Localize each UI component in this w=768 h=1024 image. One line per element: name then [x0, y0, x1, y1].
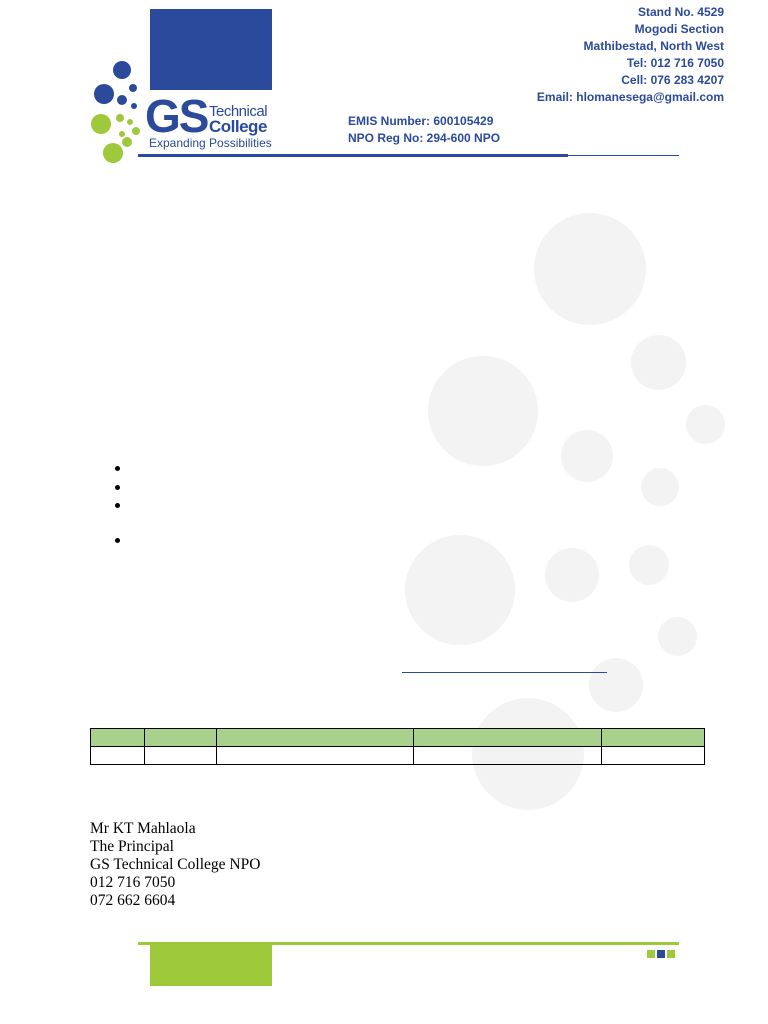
logo-tagline: Expanding Possibilities — [149, 136, 272, 150]
bg-circle — [629, 545, 669, 585]
address-email[interactable]: Email: hlomanesega@gmail.com — [536, 90, 724, 104]
signatory-name: Mr KT Mahlaola — [90, 820, 196, 837]
bg-circle — [658, 617, 697, 656]
bg-circle — [428, 356, 538, 466]
footer-square-icon — [667, 950, 675, 958]
list-bullet — [115, 538, 120, 543]
signatory-title: The Principal — [90, 838, 174, 855]
table-cell — [217, 747, 414, 765]
bg-circle — [589, 658, 643, 712]
logo-initials: GS — [145, 90, 208, 142]
address-town: Mathibestad, North West — [583, 39, 724, 53]
bg-circle — [686, 405, 725, 444]
list-bullet — [115, 485, 120, 490]
table-header-cell — [602, 729, 705, 747]
table-cell — [414, 747, 602, 765]
address-section: Mogodi Section — [634, 22, 724, 36]
list-bullet — [115, 466, 120, 471]
address-cell: Cell: 076 283 4207 — [621, 73, 724, 87]
bg-circle — [641, 468, 679, 506]
bg-circle — [631, 335, 686, 390]
bg-circle — [534, 213, 646, 325]
signatory-phone-1: 012 716 7050 — [90, 874, 176, 891]
table-header-cell — [217, 729, 414, 747]
address-block — [537, 4, 724, 106]
signatory-organization: GS Technical College NPO — [90, 856, 261, 873]
table-header-cell — [145, 729, 217, 747]
emis-number: EMIS Number: 600105429 — [348, 114, 494, 128]
footer-square-icon — [657, 950, 665, 958]
registration-block — [348, 113, 500, 147]
address-tel: Tel: 012 716 7050 — [626, 56, 724, 70]
table-cell — [145, 747, 217, 765]
data-table — [90, 728, 705, 765]
header-rule — [138, 154, 568, 157]
signatory-phone-2: 072 662 6604 — [90, 892, 176, 909]
footer-green-block — [150, 945, 272, 986]
logo-college: College — [209, 117, 267, 136]
footer-square-icon — [647, 950, 655, 958]
table-header-cell — [91, 729, 145, 747]
header-rule-thin — [568, 155, 679, 156]
table-cell — [91, 747, 145, 765]
list-bullet — [115, 503, 120, 508]
signature-block — [90, 820, 260, 910]
table-cell — [602, 747, 705, 765]
npo-reg-number: NPO Reg No: 294-600 NPO — [348, 131, 501, 145]
bg-circle — [405, 535, 515, 645]
table-row — [91, 747, 705, 765]
hyperlink-underline[interactable] — [402, 672, 607, 673]
logo-technical: Technical — [209, 103, 268, 120]
table-header-cell — [414, 729, 602, 747]
address-stand: Stand No. 4529 — [637, 5, 724, 19]
bg-circle — [545, 548, 599, 602]
table-header-row — [91, 729, 705, 747]
bg-circle — [561, 430, 613, 482]
